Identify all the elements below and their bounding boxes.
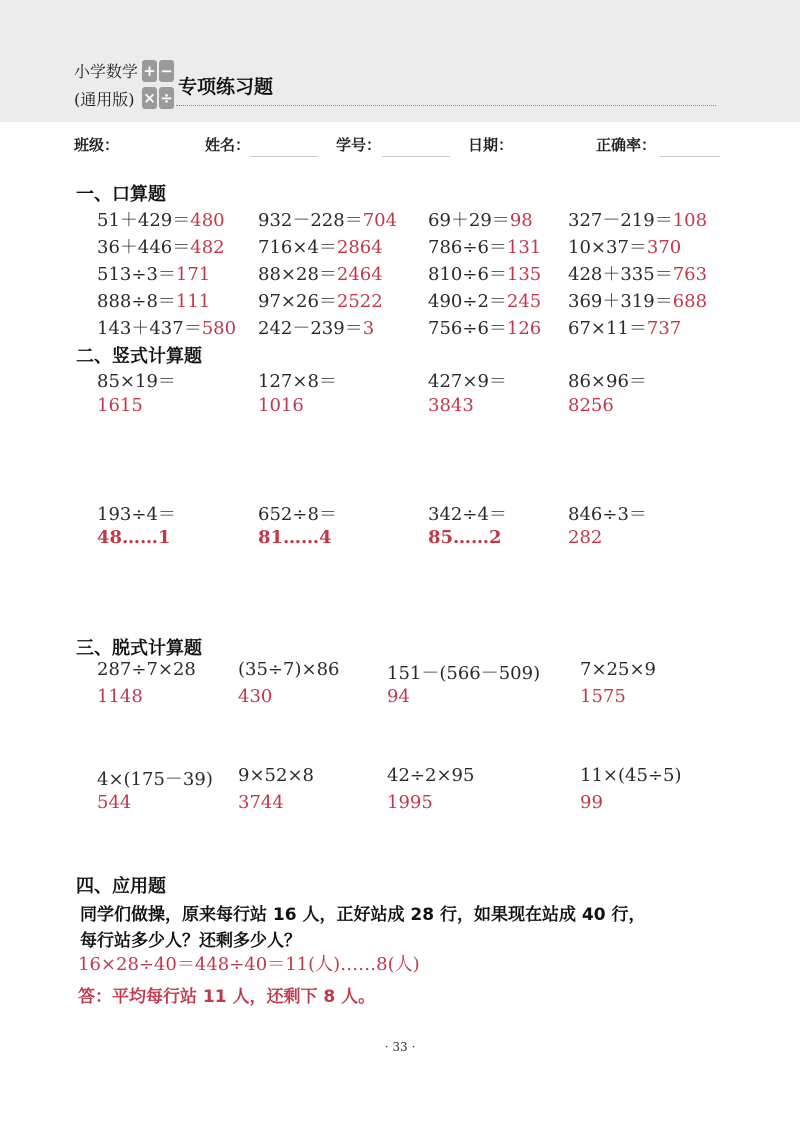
answer: 482 bbox=[190, 237, 225, 258]
problem-text: 716×4＝ bbox=[258, 237, 337, 258]
accuracy-blank bbox=[660, 156, 720, 157]
vertical-problem: 652÷8＝ bbox=[258, 504, 337, 525]
stepwise-problem: 151－(566－509) bbox=[387, 663, 541, 684]
vertical-answer: 3843 bbox=[428, 395, 474, 416]
vertical-answer: 1615 bbox=[97, 395, 143, 416]
problem-text: 810÷6＝ bbox=[428, 264, 507, 285]
oral-problem bbox=[258, 260, 383, 286]
answer: 2464 bbox=[336, 264, 383, 285]
oral-problem bbox=[568, 287, 707, 313]
stepwise-answer: 99 bbox=[580, 792, 603, 813]
problem-text: 369＋319＝ bbox=[568, 291, 673, 312]
oral-problem bbox=[428, 260, 541, 286]
answer: 135 bbox=[506, 264, 542, 285]
answer: 245 bbox=[506, 291, 542, 312]
problem-text: 88×28＝ bbox=[258, 264, 337, 285]
word-problem-answer: 答：平均每行站 11 人，还剩下 8 人。 bbox=[78, 987, 376, 1007]
answer: 737 bbox=[646, 318, 682, 339]
vertical-problem: 85×19＝ bbox=[97, 371, 176, 392]
answer: 108 bbox=[672, 210, 708, 231]
oral-problem bbox=[97, 233, 225, 259]
oral-problem bbox=[258, 314, 374, 340]
problem-text: 36＋446＝ bbox=[97, 237, 191, 258]
oral-problem bbox=[568, 233, 681, 259]
accuracy-label: 正确率： bbox=[596, 136, 657, 154]
name-label: 姓名： bbox=[205, 136, 251, 154]
problem-text: 490÷2＝ bbox=[428, 291, 507, 312]
stepwise-answer: 1148 bbox=[97, 686, 143, 707]
class-label: 班级： bbox=[74, 136, 120, 154]
stepwise-problem: (35÷7)×86 bbox=[238, 659, 340, 680]
section-4-title: 四、应用题 bbox=[76, 876, 166, 897]
oral-problem bbox=[97, 260, 210, 286]
problem-text: 888÷8＝ bbox=[97, 291, 176, 312]
stepwise-answer: 1575 bbox=[580, 686, 626, 707]
problem-text: 10×37＝ bbox=[568, 237, 647, 258]
vertical-answer: 8256 bbox=[568, 395, 614, 416]
oral-problem bbox=[97, 287, 210, 313]
vertical-answer: 1016 bbox=[258, 395, 304, 416]
oral-problem bbox=[258, 206, 397, 232]
problem-text: 242－239＝ bbox=[258, 318, 363, 339]
answer: 111 bbox=[175, 291, 211, 312]
answer: 580 bbox=[201, 318, 237, 339]
student-number-label: 学号： bbox=[336, 136, 382, 154]
stepwise-problem: 287÷7×28 bbox=[97, 659, 196, 680]
vertical-answer: 81……4 bbox=[258, 527, 332, 548]
oral-problem bbox=[258, 233, 383, 259]
times-icon: × bbox=[143, 89, 156, 107]
plus-icon: + bbox=[143, 62, 156, 80]
vertical-problem: 86×96＝ bbox=[568, 371, 647, 392]
problem-text: 69＋29＝ bbox=[428, 210, 510, 231]
answer: 171 bbox=[175, 264, 211, 285]
word-problem-solution: 16×28÷40＝448÷40＝11(人)……8(人) bbox=[78, 954, 420, 975]
operator-icons bbox=[142, 60, 176, 112]
answer: 370 bbox=[646, 237, 682, 258]
vertical-answer: 85……2 bbox=[428, 527, 502, 548]
brand-line2: (通用版) bbox=[74, 90, 135, 109]
page-number: · 33 · bbox=[384, 1040, 416, 1054]
divide-icon: ÷ bbox=[160, 89, 173, 107]
section-3-title: 三、脱式计算题 bbox=[76, 638, 202, 659]
stepwise-problem: 4×(175－39) bbox=[97, 769, 213, 790]
stepwise-answer: 94 bbox=[387, 686, 410, 707]
stepwise-answer: 430 bbox=[238, 686, 273, 707]
date-label: 日期： bbox=[468, 136, 514, 154]
vertical-problem: 427×9＝ bbox=[428, 371, 507, 392]
oral-problem bbox=[568, 260, 707, 286]
stepwise-problem: 9×52×8 bbox=[238, 765, 314, 786]
problem-text: 756÷6＝ bbox=[428, 318, 507, 339]
stepwise-answer: 3744 bbox=[238, 792, 284, 813]
word-problem-line2: 每行站多少人？还剩多少人？ bbox=[80, 931, 301, 951]
vertical-problem: 342÷4＝ bbox=[428, 504, 507, 525]
brand-line1: 小学数学 bbox=[74, 62, 139, 81]
stepwise-problem: 42÷2×95 bbox=[387, 765, 475, 786]
answer: 704 bbox=[362, 210, 398, 231]
problem-text: 327－219＝ bbox=[568, 210, 673, 231]
minus-icon: − bbox=[160, 62, 173, 80]
oral-problem bbox=[428, 314, 541, 340]
word-problem-line1: 同学们做操，原来每行站 16 人，正好站成 28 行，如果现在站成 40 行， bbox=[80, 905, 646, 925]
answer: 2864 bbox=[336, 237, 383, 258]
stepwise-answer: 1995 bbox=[387, 792, 433, 813]
section-2-title: 二、竖式计算题 bbox=[76, 346, 202, 367]
problem-text: 97×26＝ bbox=[258, 291, 337, 312]
oral-problem bbox=[97, 314, 236, 340]
answer: 126 bbox=[506, 318, 542, 339]
oral-problem bbox=[428, 233, 541, 259]
problem-text: 428＋335＝ bbox=[568, 264, 673, 285]
header-divider bbox=[176, 105, 716, 106]
answer: 3 bbox=[362, 318, 375, 339]
oral-problem bbox=[428, 206, 533, 232]
stepwise-answer: 544 bbox=[97, 792, 132, 813]
number-blank bbox=[382, 156, 450, 157]
problem-text: 143＋437＝ bbox=[97, 318, 202, 339]
vertical-answer: 48……1 bbox=[97, 527, 171, 548]
problem-text: 932－228＝ bbox=[258, 210, 363, 231]
answer: 131 bbox=[506, 237, 542, 258]
section-1-title: 一、口算题 bbox=[76, 184, 166, 205]
vertical-answer: 282 bbox=[568, 527, 603, 548]
answer: 763 bbox=[672, 264, 708, 285]
vertical-problem: 127×8＝ bbox=[258, 371, 337, 392]
oral-problem bbox=[568, 206, 707, 232]
name-blank bbox=[250, 156, 318, 157]
oral-problem bbox=[428, 287, 541, 313]
answer: 2522 bbox=[336, 291, 383, 312]
answer: 98 bbox=[509, 210, 533, 231]
problem-text: 51＋429＝ bbox=[97, 210, 191, 231]
answer: 480 bbox=[190, 210, 225, 231]
oral-problem bbox=[258, 287, 383, 313]
stepwise-problem: 11×(45÷5) bbox=[580, 765, 682, 786]
page-title: 专项练习题 bbox=[178, 76, 274, 98]
problem-text: 786÷6＝ bbox=[428, 237, 507, 258]
vertical-problem: 193÷4＝ bbox=[97, 504, 176, 525]
stepwise-problem: 7×25×9 bbox=[580, 659, 656, 680]
oral-problem bbox=[97, 206, 225, 232]
answer: 688 bbox=[672, 291, 708, 312]
problem-text: 67×11＝ bbox=[568, 318, 647, 339]
problem-text: 513÷3＝ bbox=[97, 264, 176, 285]
vertical-problem: 846÷3＝ bbox=[568, 504, 647, 525]
oral-problem bbox=[568, 314, 681, 340]
